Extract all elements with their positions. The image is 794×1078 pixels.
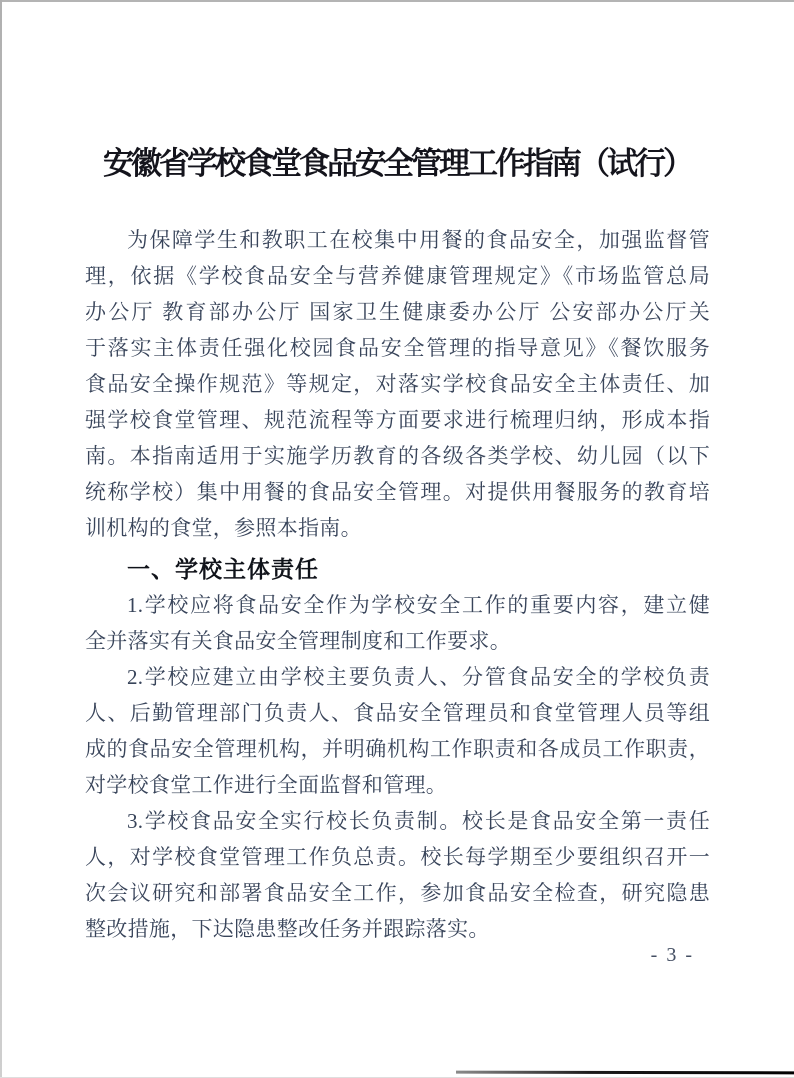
text-line: 于落实主体责任强化校园食品安全管理的指导意见》《餐饮服务 [85,336,710,360]
text-line: 办公厅 教育部办公厅 国家卫生健康委办公厅 公安部办公厅关 [85,300,710,324]
text-line: 2.学校应建立由学校主要负责人、分管食品安全的学校负责 [127,665,710,689]
section-heading: 一、学校主体责任 [127,556,319,582]
text-line: 全并落实有关食品安全管理制度和工作要求。 [85,629,511,653]
text-line: 人、后勤管理部门负责人、食品安全管理员和食堂管理人员等组 [85,701,710,725]
text-line: 1.学校应将食品安全作为学校安全工作的重要内容，建立健 [127,593,710,617]
text-line: 南。本指南适用于实施学历教育的各级各类学校、幼儿园（以下 [85,444,710,468]
text-line: 统称学校）集中用餐的食品安全管理。对提供用餐服务的教育培 [85,480,710,504]
page-number: - 3 - [650,944,694,966]
text-line: 食品安全操作规范》等规定，对落实学校食品安全主体责任、加 [85,372,710,396]
text-line: 次会议研究和部署食品安全工作，参加食品安全检查，研究隐患 [85,881,710,905]
text-line: 训机构的食堂，参照本指南。 [85,516,362,540]
text-line: 成的食品安全管理机构，并明确机构工作职责和各成员工作职责， [85,737,710,761]
text-line: 对学校食堂工作进行全面监督和管理。 [85,773,448,797]
text-line: 整改措施，下达隐患整改任务并跟踪落实。 [85,917,490,941]
text-line: 强学校食堂管理、规范流程等方面要求进行梳理归纳，形成本指 [85,408,710,432]
text-line: 为保障学生和教职工在校集中用餐的食品安全，加强监督管 [127,228,710,252]
scan-shadow-line [456,1071,794,1075]
text-line: 人，对学校食堂管理工作负总责。校长每学期至少要组织召开一 [85,845,710,869]
document-body [85,222,710,947]
scan-edge-top [0,0,794,2]
text-line: 理，依据《学校食品安全与营养健康管理规定》《市场监管总局 [85,264,710,288]
text-line: 3.学校食品安全实行校长负责制。校长是食品安全第一责任 [127,809,710,833]
document-title: 安徽省学校食堂食品安全管理工作指南（试行） [103,146,691,181]
